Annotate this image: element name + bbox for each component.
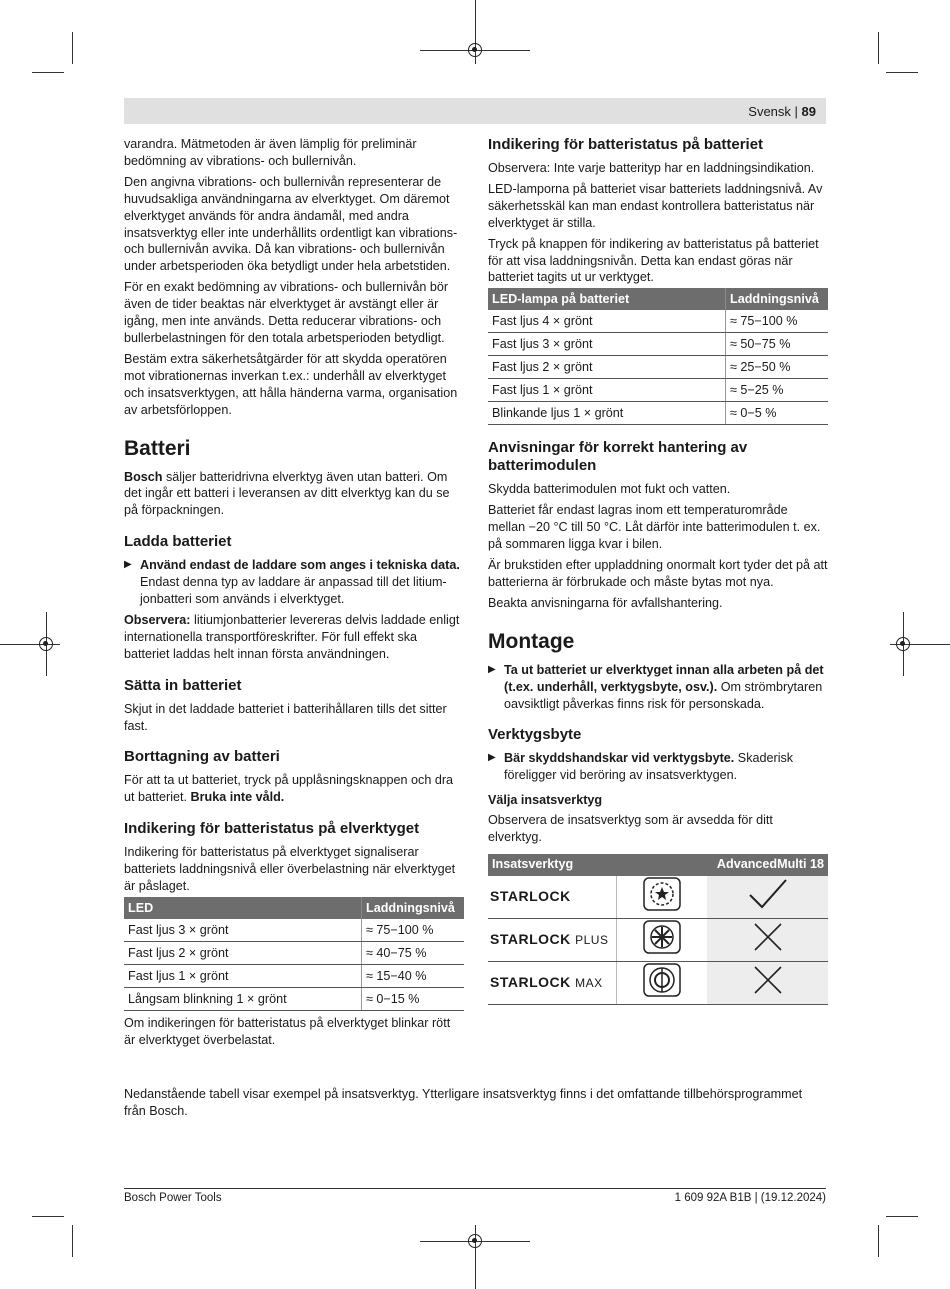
paragraph <box>124 772 464 806</box>
bold-text: Bruka inte våld. <box>190 790 285 805</box>
bold-text: Observera: <box>124 612 191 627</box>
paragraph: Skydda batterimodulen mot fukt och vatten. <box>488 482 731 497</box>
table-header-row <box>488 854 828 876</box>
table-row <box>488 379 828 402</box>
table-cell: Fast ljus 3 × grönt <box>124 919 362 942</box>
footer-divider <box>124 1188 826 1189</box>
footer-left: Bosch Power Tools <box>124 1192 222 1204</box>
paragraph: Skjut in det laddade batteriet i batterihållaren tills det sitter fast. <box>124 701 447 733</box>
bottom-note: Nedanstående tabell visar exempel på insatsverktyg. Ytterligare insatsverktyg finns i det omfattande tillbehörsprogrammet från Bosch. <box>124 1087 803 1118</box>
bold-text: Bosch <box>124 469 163 484</box>
logo-suffix: PLUS <box>575 932 609 947</box>
crop-mark <box>32 1216 64 1217</box>
table-row <box>124 988 464 1011</box>
page-header: Svensk | 89 <box>124 98 826 124</box>
paragraph: För en exakt bedömning av vibrations- och bullernivån bör även de tider beaktas när elverktyget är avstängt eller är igång, men inte används. Detta reducerar vibrations- och bullerbelastningen för den totala arbetsperioden betydligt. <box>124 280 449 345</box>
table-cell: Blinkande ljus 1 × grönt <box>488 402 726 425</box>
paragraph: Den angivna vibrations- och bullernivån representerar de huvudsakliga användningarna av elverktyget. Om däremot elverktyget används för andra ändamål, med andra insatsverktyg eller inte underhållits ordentligt kan vibrations- och bullernivån avvika. Då kan vibrations- och bullernivån under arbetsperioden öka betydligt under hela arbetstiden. <box>124 174 458 274</box>
paragraph: Observera de insatsverktyg som är avsedda för ditt elverktyg. <box>488 813 773 845</box>
table-cell: ≈ 5−25 % <box>726 379 829 402</box>
table-row <box>488 356 828 379</box>
registration-target-icon <box>896 637 910 651</box>
text: litiumjonbatterier levereras delvis laddade enligt internationella transportföreskrifter. För full effekt ska batteriet laddas helt innan första användningen. <box>124 612 460 661</box>
paragraph: Om indikeringen för batteristatus på elverktyget blinkar rött är elverktyget överbelastat. <box>124 1016 451 1047</box>
logo-suffix: MAX <box>575 975 603 990</box>
table-row <box>488 876 828 919</box>
subsection-title: Verktygsbyte <box>488 726 582 744</box>
table-row <box>488 918 828 961</box>
table-row <box>124 965 464 988</box>
table-cell: ≈ 0−15 % <box>362 988 465 1011</box>
paragraph: Bestäm extra säkerhetsåtgärder för att skydda operatören mot vibrationernas inverkan t.ex.: underhåll av elverktyget och insatsverktygen, att hålla händerna varma, organisation av arbetsförloppen. <box>124 351 458 417</box>
table-row <box>488 333 828 356</box>
bold-text: Använd endast de laddare som anges i tekniska data. <box>140 558 460 573</box>
paragraph: Tryck på knappen för indikering av batteristatus på batteriet för att visa laddningsnivån. Detta kan endast göras när batteriet tagits ut ur verktyget. <box>488 236 819 285</box>
table-cell: ≈ 25−50 % <box>726 356 829 379</box>
table-row <box>124 919 464 942</box>
section-title-montage: Montage <box>488 629 575 653</box>
table-header-row <box>124 897 464 919</box>
paragraph: varandra. Mätmetoden är även lämplig för preliminär bedömning av vibrations- och bullernivån. <box>124 137 417 168</box>
text: Endast denna typ av laddare är anpassad till det litium-jonbatteri som används i elverktyget. <box>140 575 447 607</box>
table-row <box>124 942 464 965</box>
table-row <box>488 402 828 425</box>
section-title-batteri: Batteri <box>124 436 191 460</box>
text: För att ta ut batteriet, tryck på upplåsningsknappen och dra ut batteriet. <box>124 773 454 805</box>
battery-status-table <box>488 288 828 425</box>
bold-text: Bär skyddshandskar vid verktygsbyte. <box>504 751 735 766</box>
table-header: Insatsverktyg <box>488 854 707 876</box>
starlock-plus-tool-icon <box>617 918 708 961</box>
table-header: Laddningsnivå <box>362 897 465 919</box>
table-row <box>488 310 828 333</box>
registration-target-icon <box>468 1234 482 1248</box>
right-column <box>488 136 828 1009</box>
subsection-title: Anvisningar för korrekt hantering av batterimodulen <box>488 439 748 475</box>
registration-target-icon <box>39 637 53 651</box>
paragraph: Indikering för batteristatus på elverktyget signaliserar batteriets laddningsnivå eller överbelastning när elverktyget är påslaget. <box>124 845 456 894</box>
crop-mark <box>878 32 879 64</box>
crop-mark <box>72 32 73 64</box>
footer-right: 1 609 92A B1B | (19.12.2024) <box>674 1192 826 1204</box>
table-cell: Fast ljus 2 × grönt <box>124 942 362 965</box>
crop-mark <box>878 1225 879 1257</box>
table-header: LED-lampa på batteriet <box>488 288 726 310</box>
table-header-row <box>488 288 828 310</box>
text: Om strömbrytaren oavsiktligt påverkas finns risk för personskada. <box>504 679 823 711</box>
bullet-item <box>124 557 464 608</box>
starlock-logo <box>488 876 617 919</box>
check-icon <box>707 876 828 919</box>
subsection-title: Indikering för batteristatus på elverktyget <box>124 820 420 838</box>
text: säljer batteridrivna elverktyg även utan batteri. Om det ingår ett batteri i leveransen av ditt elverktyg kan du se på förpackningen. <box>124 469 450 518</box>
page-number: 89 <box>801 104 816 119</box>
crop-mark <box>72 1225 73 1257</box>
accessory-table <box>488 854 828 1005</box>
starlock-max-logo <box>488 961 617 1004</box>
paragraph: Är brukstiden efter uppladdning onormalt kort tyder det på att batterierna är förbrukade och måste bytas mot nya. <box>488 557 828 589</box>
table-header: AdvancedMulti 18 <box>707 854 828 876</box>
table-cell: ≈ 15−40 % <box>362 965 465 988</box>
paragraph <box>124 612 464 663</box>
left-column <box>124 136 464 1053</box>
table-cell: Fast ljus 4 × grönt <box>488 310 726 333</box>
table-cell: ≈ 50−75 % <box>726 333 829 356</box>
logo-text: STARLOCK <box>490 973 571 990</box>
crop-mark <box>886 1216 918 1217</box>
starlock-tool-icon <box>617 876 708 919</box>
bullet-item <box>488 662 828 713</box>
bullet-arrow-icon: ▶ <box>488 752 496 764</box>
table-cell: ≈ 0−5 % <box>726 402 829 425</box>
table-cell: ≈ 40−75 % <box>362 942 465 965</box>
subsection-title: Indikering för batteristatus på batteriet <box>488 136 764 153</box>
paragraph: Beakta anvisningarna för avfallshantering. <box>488 595 723 610</box>
paragraph: Batteriet får endast lagras inom ett temperaturområde mellan −20 °C till 50 °C. Låt därför inte batterimodulen t. ex. på sommaren ligga kvar i bilen. <box>488 503 821 552</box>
starlock-max-tool-icon <box>617 961 708 1004</box>
crop-mark <box>886 72 918 73</box>
text: Skaderisk föreligger vid beröring av insatsverktygen. <box>504 751 794 783</box>
crop-mark <box>32 72 64 73</box>
bullet-item <box>488 750 828 784</box>
table-cell: ≈ 75−100 % <box>362 919 465 942</box>
table-header: LED <box>124 897 362 919</box>
table-header: Laddningsnivå <box>726 288 829 310</box>
subsection-title: Borttagning av batteri <box>124 748 280 766</box>
bullet-arrow-icon: ▶ <box>124 559 132 571</box>
table-cell: Fast ljus 3 × grönt <box>488 333 726 356</box>
cross-icon <box>707 961 828 1004</box>
table-row <box>488 961 828 1004</box>
table-cell: ≈ 75−100 % <box>726 310 829 333</box>
bullet-arrow-icon: ▶ <box>488 663 496 675</box>
paragraph <box>124 469 464 520</box>
paragraph: LED-lamporna på batteriet visar batteriets laddningsnivå. Av säkerhetsskäl kan man endast kontrollera batteristatus när elverktyget är stilla. <box>488 181 823 230</box>
subsection-title: Ladda batteriet <box>124 533 232 551</box>
table-cell: Fast ljus 2 × grönt <box>488 356 726 379</box>
table-cell: Fast ljus 1 × grönt <box>488 379 726 402</box>
paragraph: Observera: Inte varje batterityp har en laddningsindikation. <box>488 161 815 175</box>
logo-text: STARLOCK <box>490 888 571 905</box>
cross-icon <box>707 918 828 961</box>
header-section: Svensk <box>748 104 791 119</box>
table-cell: Fast ljus 1 × grönt <box>124 965 362 988</box>
starlock-plus-logo <box>488 918 617 961</box>
bold-text: Ta ut batteriet ur elverktyget innan alla arbeten på det (t.ex. underhåll, verktygsbyte, osv.). <box>504 662 824 694</box>
logo-text: STARLOCK <box>490 930 571 947</box>
registration-target-icon <box>468 43 482 57</box>
tool-battery-table <box>124 897 464 1011</box>
table-cell: Långsam blinkning 1 × grönt <box>124 988 362 1011</box>
subsection-title: Sätta in batteriet <box>124 676 242 694</box>
minor-title: Välja insatsverktyg <box>488 793 603 808</box>
